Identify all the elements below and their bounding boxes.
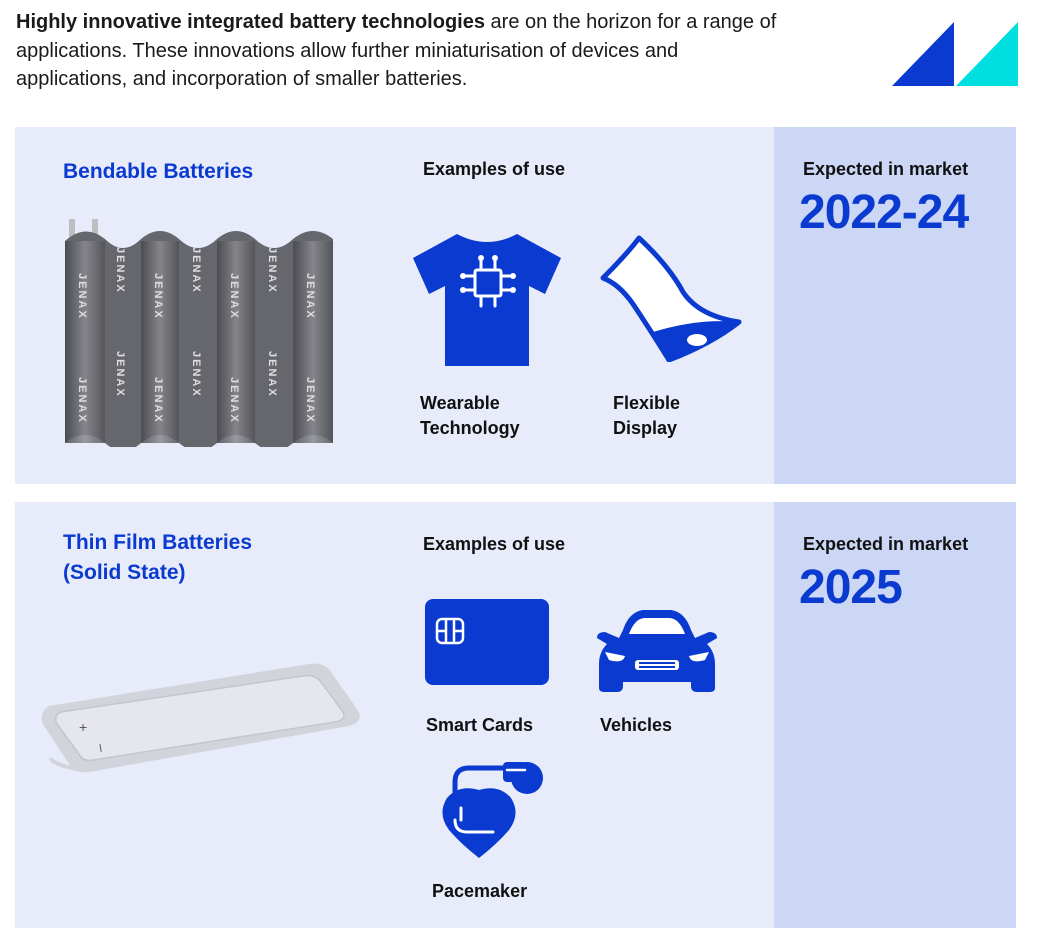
examples-label: Examples of use (423, 159, 566, 179)
section-title (63, 528, 252, 588)
battery-brand-label: JENAX (114, 247, 126, 294)
battery-plus-mark: + (79, 719, 88, 735)
t-shirt-chip-icon (411, 232, 563, 368)
heart-pacemaker-icon (439, 762, 549, 862)
section-title-line: Bendable Batteries (63, 160, 254, 183)
battery-brand-label: JENAX (304, 273, 316, 320)
example-label-line: Technology (420, 418, 520, 438)
battery-minus-mark: – (93, 742, 111, 753)
brand-logo-icon (892, 22, 1018, 86)
example-label-wearable (420, 391, 520, 441)
bendable-battery-illustration (65, 217, 337, 447)
example-label-line: Wearable (420, 393, 500, 413)
example-label-vehicles: Vehicles (600, 715, 673, 735)
section-title (63, 157, 253, 187)
market-year: 2025 (799, 561, 902, 614)
market-year: 2022-24 (799, 186, 969, 239)
example-label-smart-cards: Smart Cards (426, 715, 534, 735)
battery-brand-label: JENAX (152, 377, 164, 424)
battery-brand-label: JENAX (228, 377, 240, 424)
intro-rest: are on the horizon for a range of applications. These innovations allow further miniaturisation of devices and applications, and incorporation of smaller batteries. (16, 11, 777, 90)
battery-brand-label: JENAX (152, 273, 164, 320)
section-title-line: Thin Film Batteries (63, 531, 253, 554)
battery-brand-label: JENAX (304, 377, 316, 424)
battery-brand-label: JENAX (114, 351, 126, 398)
intro-bold: Highly innovative integrated battery technologies (16, 11, 485, 33)
market-label: Expected in market (803, 159, 969, 179)
thin-film-batteries-panel (15, 502, 1016, 928)
market-column (774, 127, 1016, 484)
market-label: Expected in market (803, 534, 969, 554)
thin-film-battery-illustration (41, 660, 363, 776)
battery-brand-label: JENAX (228, 273, 240, 320)
battery-brand-label: JENAX (190, 247, 202, 294)
intro-text (16, 8, 786, 94)
market-column (774, 502, 1016, 928)
bendable-batteries-panel (15, 127, 1016, 484)
battery-brand-label: JENAX (76, 273, 88, 320)
example-label-line: Display (613, 418, 678, 438)
battery-brand-label: JENAX (266, 351, 278, 398)
examples-label: Examples of use (423, 534, 566, 554)
car-icon (595, 606, 719, 694)
example-label-pacemaker: Pacemaker (432, 881, 528, 901)
example-label-line: Flexible (613, 393, 681, 413)
section-title-line: (Solid State) (63, 561, 186, 584)
battery-brand-label: JENAX (266, 247, 278, 294)
battery-brand-label: JENAX (190, 351, 202, 398)
smart-card-icon (423, 597, 551, 687)
flexible-phone-icon (599, 232, 744, 362)
battery-brand-label: JENAX (76, 377, 88, 424)
example-label-flexible (613, 391, 680, 441)
